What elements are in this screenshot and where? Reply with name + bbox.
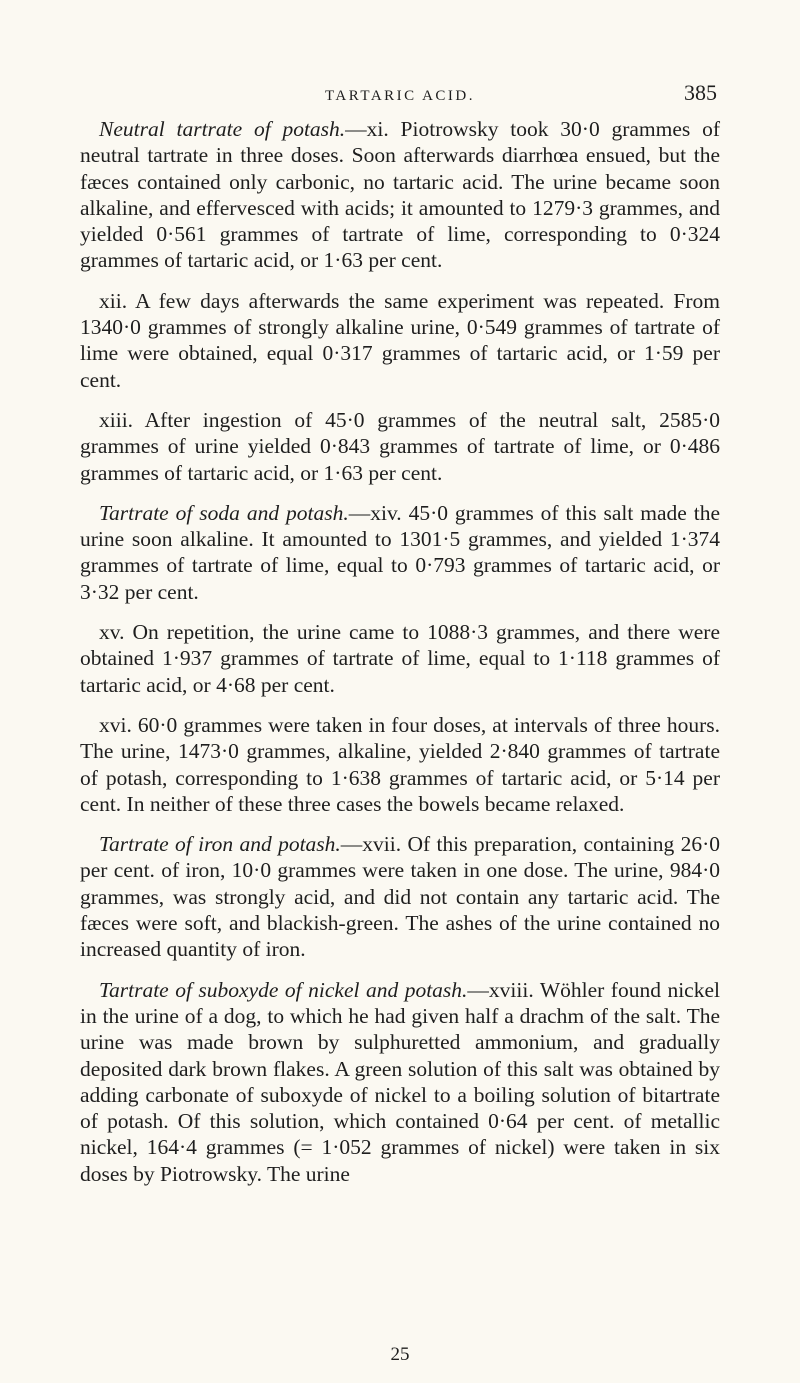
paragraph-heading: Tartrate of iron and potash. — [99, 832, 341, 857]
paragraph-text: xiii. After ingestion of 45·0 grammes of the neutral salt, 2585·0 grammes of urine yielded 0·843 grammes of tartrate of lime, or 0·486 grammes of tartaric acid, or 1·63 per cent. — [80, 407, 720, 485]
paragraph-text: xvi. 60·0 grammes were taken in four doses, at intervals of three hours. The urine, 1473·0 grammes, alkaline, yielded 2·840 grammes of tartrate of potash, corresponding to 1·638 grammes of tartaric acid, or 5·14 per cent. In neither of these three cases the bowels became relaxed. — [80, 712, 720, 816]
paragraph-nickel-potash — [80, 977, 720, 1187]
paragraph-neutral-tartrate — [80, 116, 720, 274]
paragraph-heading: Tartrate of suboxyde of nickel and potash. — [99, 977, 468, 1002]
paragraph-text: —xi. Piotrowsky took 30·0 grammes of neutral tartrate in three doses. Soon afterwards diarrhœa ensued, but the fæces contained only carbonic, no tartaric acid. The urine became soon alkaline, and effervesced with acids; it amounted to 1279·3 grammes, and yielded 0·561 grammes of tartrate of lime, corresponding to 0·324 grammes of tartaric acid, or 1·63 per cent. — [80, 117, 720, 273]
paragraph-text: xv. On repetition, the urine came to 1088·3 grammes, and there were obtained 1·937 grammes of tartrate of lime, equal to 1·118 grammes of tartaric acid, or 4·68 per cent. — [80, 620, 720, 697]
paragraph-xv — [80, 619, 720, 698]
paragraph-text: —xviii. Wöhler found nickel in the urine of a dog, to which he had given half a drachm of the salt. The urine was made brown by sulphuretted ammonium, and gradually deposited dark brown flakes. A green solution of this salt was obtained by adding carbonate of suboxyde of nickel to a boiling solution of bitartrate of potash. Of this solution, which contained 0·64 per cent. of metallic nickel, 164·4 grammes (= 1·052 grammes of nickel) were taken in six doses by Piotrowsky. The urine — [80, 977, 720, 1186]
paragraph-xii — [80, 288, 720, 393]
signature-mark: 25 — [390, 1344, 410, 1365]
paragraph-text: xii. A few days afterwards the same experiment was repeated. From 1340·0 grammes of strongly alkaline urine, 0·549 grammes of tartrate of lime were obtained, equal 0·317 grammes of tartaric acid, or 1·59 per cent. — [80, 288, 720, 392]
paragraph-xvi — [80, 712, 720, 817]
body-text — [80, 116, 720, 1201]
running-head: TARTARIC ACID. — [324, 88, 476, 104]
paragraph-text: —xiv. 45·0 grammes of this salt made the urine soon alkaline. It amounted to 1301·5 grammes, and yielded 1·374 grammes of tartrate of lime, equal to 0·793 grammes of tartaric acid, or 3·32 per cent. — [80, 500, 721, 604]
page-number: 385 — [684, 80, 717, 105]
paragraph-soda-potash — [80, 500, 720, 605]
paragraph-text: —xvii. Of this preparation, containing 26·0 per cent. of iron, 10·0 grammes were taken in one dose. The urine, 984·0 grammes, was strongly acid, and did not contain any tartaric acid. The fæces were soft, and blackish-green. The ashes of the urine contained no increased quantity of iron. — [80, 832, 720, 962]
paragraph-iron-potash — [80, 831, 720, 962]
paragraph-heading: Tartrate of soda and potash. — [99, 500, 349, 525]
paragraph-heading: Neutral tartrate of potash. — [99, 117, 346, 141]
paragraph-xiii — [80, 407, 720, 486]
